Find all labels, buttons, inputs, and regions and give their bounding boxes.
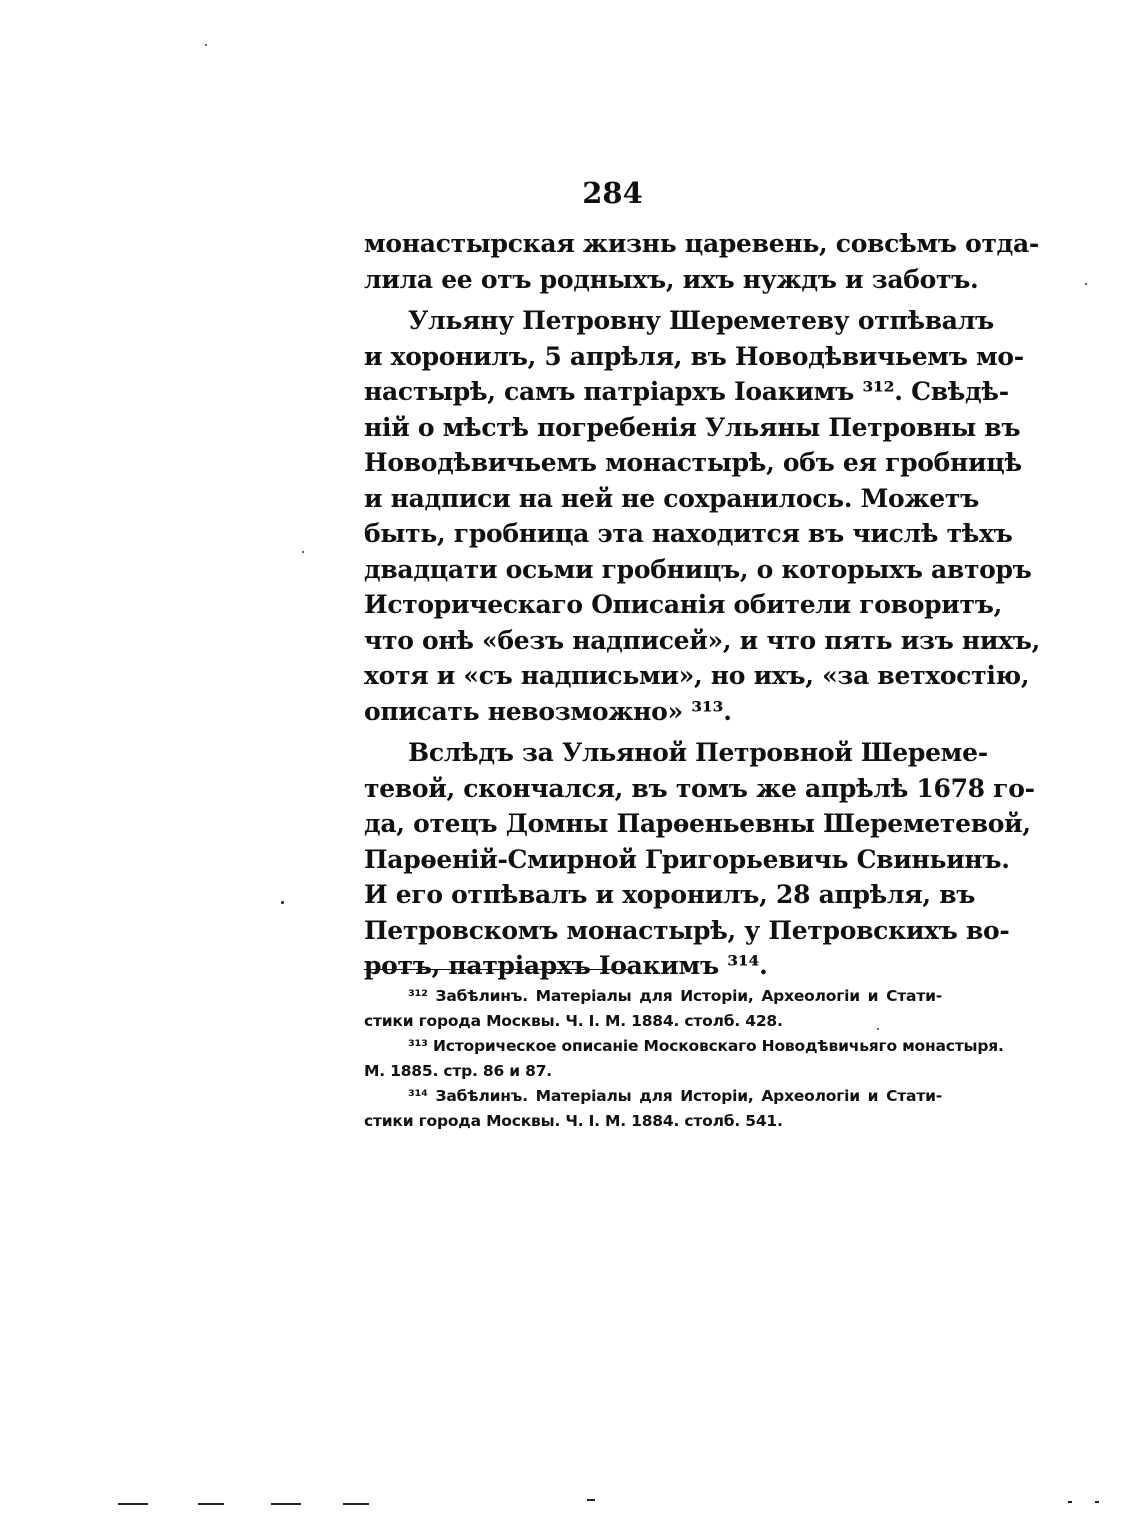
footnote-line: М. 1885. стр. 86 и 87. (364, 1062, 552, 1080)
footnote-line: ³¹³ Историческое описаніе Московскаго Новодѣвичьяго монастыря. (408, 1037, 1004, 1055)
scan-speck (281, 901, 284, 904)
footnote-line: стики города Москвы. Ч. I. М. 1884. столб. 428. (364, 1012, 783, 1030)
text-line: монастырская жизнь царевень, совсѣмъ отда- (364, 229, 1039, 258)
text-line: и надписи на ней не сохранилось. Можетъ (364, 483, 979, 513)
scan-dash (587, 1499, 595, 1501)
scan-speck (1085, 283, 1087, 285)
text-line: хотя и «съ надписьми», но ихъ, «за ветхостію, (364, 661, 1030, 690)
text-line: двадцати осьми гробницъ, о которыхъ авторъ (364, 554, 1032, 584)
scan-speck (877, 1028, 879, 1030)
text-line: быть, гробница эта находится въ числѣ тѣхъ (364, 519, 1013, 548)
text-line: Петровскомъ монастырѣ, у Петровскихъ во- (364, 915, 1010, 945)
page-number: 284 (582, 176, 643, 210)
footnotes (364, 984, 1004, 1134)
footnote-line: ³¹⁴ Забѣлинъ. Матеріалы для Исторіи, Археологіи и Стати- (408, 1087, 942, 1105)
text-line: Новодѣвичьемъ монастырѣ, объ ея гробницѣ (364, 448, 1022, 477)
body-text (364, 226, 1041, 984)
text-line: и хоронилъ, 5 апрѣля, въ Новодѣвичьемъ мо- (364, 341, 1024, 371)
text-line: да, отецъ Домны Парѳеньевны Шереметевой, (364, 809, 1031, 838)
scan-speck (302, 551, 304, 553)
text-line: описать невозможно» ³¹³. (364, 696, 732, 726)
text-line: Вслѣдъ за Ульяной Петровной Шереме- (408, 738, 988, 767)
scan-dash (1068, 1501, 1072, 1503)
scan-dash (198, 1503, 224, 1505)
text-line: Парѳеній-Смирной Григорьевичь Свиньинъ. (364, 844, 1010, 874)
text-line: ній о мѣстѣ погребенія Ульяны Петровны въ (364, 412, 1021, 442)
footnote-divider (364, 969, 630, 970)
text-line: тевой, скончался, въ томъ же апрѣлѣ 1678 го- (364, 773, 1035, 803)
text-line: настырѣ, самъ патріархъ Іоакимъ ³¹². Свѣдѣ- (364, 377, 1009, 406)
scan-speck (205, 44, 207, 46)
footnote-line: стики города Москвы. Ч. I. М. 1884. столб. 541. (364, 1112, 783, 1130)
scan-dash (271, 1503, 301, 1505)
footnote-line: ³¹² Забѣлинъ. Матеріалы для Исторіи, Археологіи и Стати- (408, 987, 942, 1005)
scan-dash (1095, 1501, 1099, 1503)
text-line: Ульяну Петровну Шереметеву отпѣвалъ (408, 306, 994, 335)
text-line: И его отпѣвалъ и хоронилъ, 28 апрѣля, въ (364, 880, 976, 909)
text-line: что онѣ «безъ надписей», и что пять изъ нихъ, (364, 625, 1041, 655)
scan-dash (118, 1503, 148, 1505)
text-line: ротъ, патріархъ Іоакимъ ³¹⁴. (364, 951, 768, 980)
text-line: Историческаго Описанія обители говоритъ, (364, 590, 1003, 619)
text-line: лила ее отъ родныхъ, ихъ нуждъ и заботъ. (364, 264, 979, 294)
scan-dash (343, 1503, 369, 1505)
